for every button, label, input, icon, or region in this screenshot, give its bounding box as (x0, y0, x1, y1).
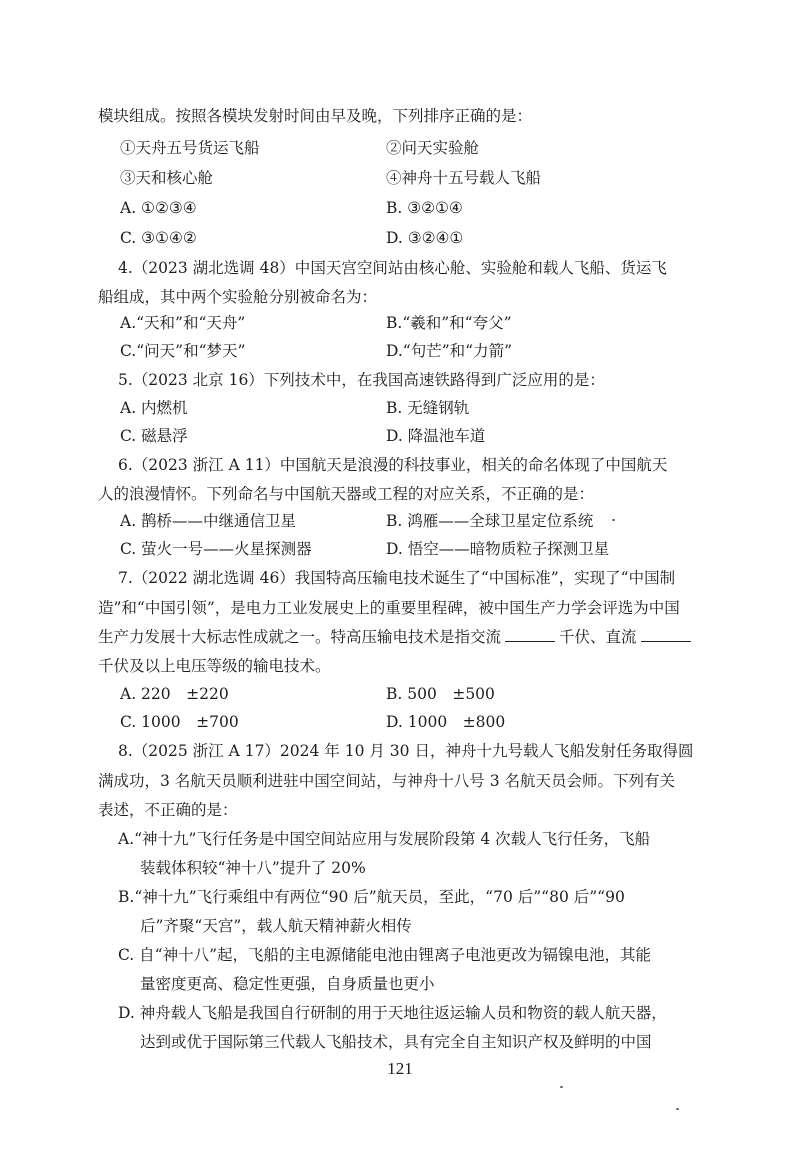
answer-blank-1 (505, 627, 555, 642)
q6-option-a: A. 鹊桥——中继通信卫星 (120, 512, 297, 530)
scan-speck (676, 1108, 679, 1110)
q8-option-b-line-1: B.“神十九”飞行乘组中有两位“90 后”航天员，至此，“70 后”“80 后”“90 (118, 888, 625, 906)
q4-stem-line-2: 船组成，其中两个实验舱分别被命名为： (98, 288, 378, 306)
q3-option-d: D. ③②④① (386, 229, 464, 247)
q5-option-b: B. 无缝钢轨 (386, 399, 470, 417)
q4-stem-line-1: 4.（2023 湖北选调 48）中国天宫空间站由核心舱、实验舱和载人飞船、货运飞 (118, 259, 667, 277)
q8-option-c-line-1: C. 自“神十八”起，飞船的主电源储能电池由锂离子电池更改为镉镍电池，其能 (118, 946, 652, 964)
q8-stem-line-1: 8.（2025 浙江 A 17）2024 年 10 月 30 日，神舟十九号载人飞船发射任务取得圆 (118, 742, 694, 760)
q6-option-c: C. 萤火一号——火星探测器 (120, 540, 312, 558)
q7-stem-line-3 (98, 627, 695, 647)
q7-stem-line-3-part-a: 生产力发展十大标志性成就之一。特高压输电技术是指交流 (98, 628, 502, 646)
answer-blank-2 (641, 627, 691, 642)
q3-option-b: B. ③②①④ (386, 199, 463, 217)
q8-option-a-line-1: A.“神十九”飞行任务是中国空间站应用与发展阶段第 4 次载人飞行任务，飞船 (118, 830, 651, 848)
q8-stem-line-2: 满成功，3 名航天员顺利进驻中国空间站，与神舟十八号 3 名航天员会师。下列有关 (98, 772, 676, 790)
q4-option-d: D.“句芒”和“力箭” (386, 342, 512, 360)
q3-item-4: ④神舟十五号载人飞船 (386, 169, 542, 187)
q8-option-c-line-2: 量密度更高、稳定性更强，自身质量也更小 (140, 975, 435, 993)
q6-stem-line-1: 6.（2023 浙江 A 11）中国航天是浪漫的科技事业，相关的命名体现了中国航天 (118, 456, 668, 474)
q8-option-a-line-2: 装载体积较“神十八”提升了 20% (140, 859, 366, 877)
q7-option-c: C. 1000 ±700 (120, 713, 239, 731)
q5-stem: 5.（2023 北京 16）下列技术中，在我国高速铁路得到广泛应用的是： (118, 371, 605, 389)
q4-option-b: B.“羲和”和“夸父” (386, 314, 512, 332)
q7-option-a: A. 220 ±220 (120, 685, 229, 703)
q4-option-a: A.“天和”和“天舟” (120, 314, 246, 332)
q4-option-c: C.“问天”和“梦天” (120, 342, 246, 360)
q3-item-3: ③天和核心舱 (120, 169, 214, 187)
q5-option-c: C. 磁悬浮 (120, 427, 188, 445)
scan-speck (560, 1086, 563, 1088)
q7-option-b: B. 500 ±500 (386, 685, 495, 703)
q8-option-d-line-2: 达到或优于国际第三代载人飞船技术，具有完全自主知识产权及鲜明的中国 (140, 1033, 652, 1051)
q3-option-a: A. ①②③④ (120, 199, 197, 217)
q3-stem: 模块组成。按照各模块发射时间由早及晚，下列排序正确的是： (98, 107, 533, 125)
q3-option-c: C. ③①④② (120, 229, 197, 247)
q5-option-d: D. 降温池车道 (386, 427, 486, 445)
scan-speck (612, 519, 615, 521)
q3-item-1: ①天舟五号货运飞船 (120, 139, 260, 157)
q8-option-d-line-1: D. 神舟载人飞船是我国自行研制的用于天地往返运输人员和物资的载人航天器， (118, 1004, 667, 1022)
q6-stem-line-2: 人的浪漫情怀。下列命名与中国航天器或工程的对应关系，不正确的是： (98, 485, 595, 503)
q7-stem-line-2: 造”和“中国引领”，是电力工业发展史上的重要里程碑，被中国生产力学会评选为中国 (98, 599, 680, 617)
q7-option-d: D. 1000 ±800 (386, 713, 506, 731)
q8-option-b-line-2: 后”齐聚“天宫”，载人航天精神薪火相传 (140, 917, 412, 935)
q7-stem-line-4: 千伏及以上电压等级的输电技术。 (98, 657, 331, 675)
q7-stem-line-3-part-b: 千伏、直流 (559, 628, 637, 646)
q6-option-b: B. 鸿雁——全球卫星定位系统 (386, 512, 594, 530)
q5-option-a: A. 内燃机 (120, 399, 188, 417)
q8-stem-line-3: 表述，不正确的是： (98, 801, 238, 819)
q6-option-d: D. 悟空——暗物质粒子探测卫星 (386, 540, 610, 558)
q3-item-2: ②问天实验舱 (386, 139, 480, 157)
q7-stem-line-1: 7.（2022 湖北选调 46）我国特高压输电技术诞生了“中国标准”，实现了“中国制 (118, 569, 676, 587)
page-number: 121 (387, 1059, 413, 1078)
